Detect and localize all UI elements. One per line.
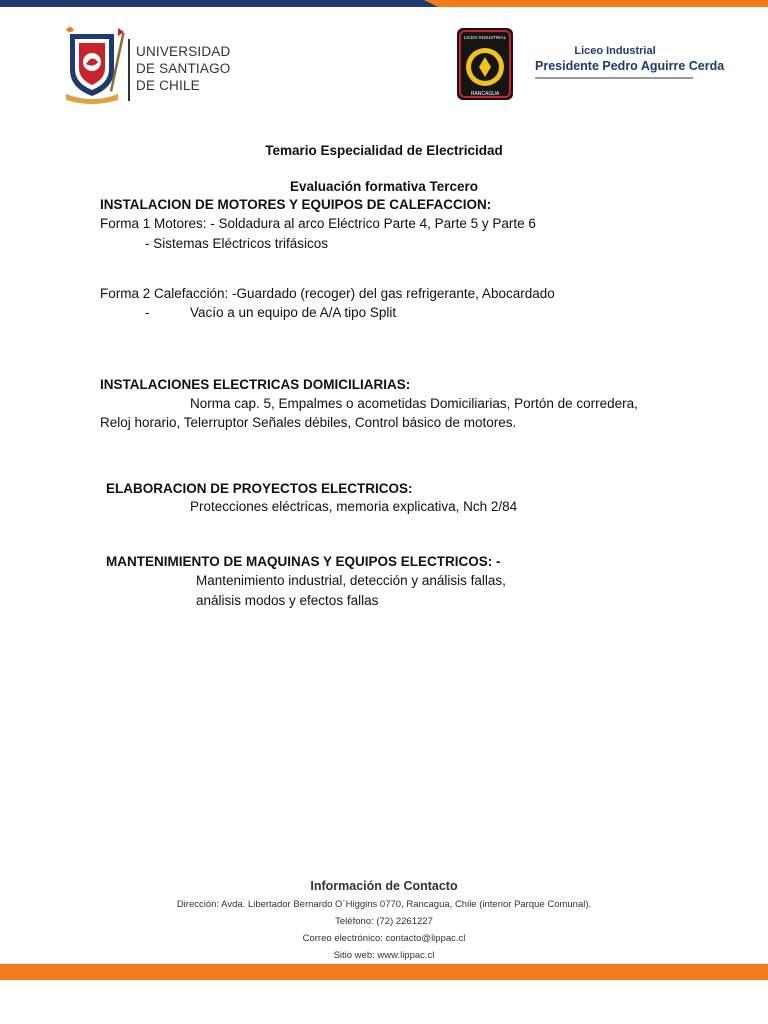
section-line: Forma 2 Calefacción: -Guardado (recoger) del gas refrigerante, Abocardado [100, 286, 555, 301]
footer-phone: Teléfono: (72) 2261227 [335, 916, 433, 927]
top-orange-accent [438, 0, 768, 7]
svg-text:LICEO INDUSTRIAL: LICEO INDUSTRIAL [463, 35, 507, 40]
contact-footer [0, 876, 768, 964]
section-heading-proyectos: ELABORACION DE PROYECTOS ELECTRICOS: [106, 481, 413, 496]
university-name [136, 43, 230, 94]
section-heading-mantenimiento: MANTENIMIENTO DE MAQUINAS Y EQUIPOS ELECTRICOS: - [106, 554, 501, 569]
school-logo [455, 26, 725, 106]
section-line: Mantenimiento industrial, detección y análisis fallas, [196, 573, 506, 588]
section-line: Protecciones eléctricas, memoria explicativa, Nch 2/84 [190, 499, 518, 514]
university-name-line-3: DE CHILE [136, 78, 200, 93]
footer-email: Correo electrónico: contacto@lippac.cl [302, 933, 466, 944]
footer-title: Información de Contacto [310, 879, 458, 893]
section-line: Reloj horario, Telerruptor Señales débiles, Control básico de motores. [100, 415, 517, 430]
top-color-bar [0, 0, 768, 7]
footer-address: Dirección: Avda. Libertador Bernardo O´Higgins 0770, Rancagua, Chile (interior Parque Comunal). [176, 899, 592, 910]
logo-divider [128, 39, 130, 101]
university-crest-icon [64, 24, 126, 104]
university-name-line-2: DE SANTIAGO [136, 61, 231, 76]
school-emblem-icon [455, 26, 515, 102]
section-line: Vacío a un equipo de A/A tipo Split [190, 305, 397, 320]
section-line: análisis modos y efectos fallas [196, 593, 379, 608]
footer-website: Sitio web: www.lippac.cl [333, 950, 435, 961]
bottom-color-bar [0, 964, 768, 980]
school-name-line-2: Presidente Pedro Aguirre Cerda [535, 59, 725, 73]
document-subtitle: Evaluación formativa Tercero [289, 179, 479, 194]
school-name-underline [535, 77, 693, 79]
section-line: - Sistemas Eléctricos trifásicos [145, 236, 329, 251]
university-logo [64, 24, 244, 104]
section-line: Norma cap. 5, Empalmes o acometidas Domiciliarias, Portón de corredera, [190, 396, 638, 411]
school-name-line-1: Liceo Industrial [574, 45, 656, 57]
section-bullet: - [145, 305, 150, 320]
svg-text:RANCAGUA: RANCAGUA [470, 91, 500, 97]
university-name-line-1: UNIVERSIDAD [136, 44, 231, 59]
section-heading-domiciliarias: INSTALACIONES ELECTRICAS DOMICILIARIAS: [100, 377, 411, 392]
section-heading-motores: INSTALACION DE MOTORES Y EQUIPOS DE CALEFACCION: [100, 197, 492, 212]
section-line: Forma 1 Motores: - Soldadura al arco Eléctrico Parte 4, Parte 5 y Parte 6 [100, 216, 536, 231]
document-title: Temario Especialidad de Electricidad [265, 143, 503, 158]
